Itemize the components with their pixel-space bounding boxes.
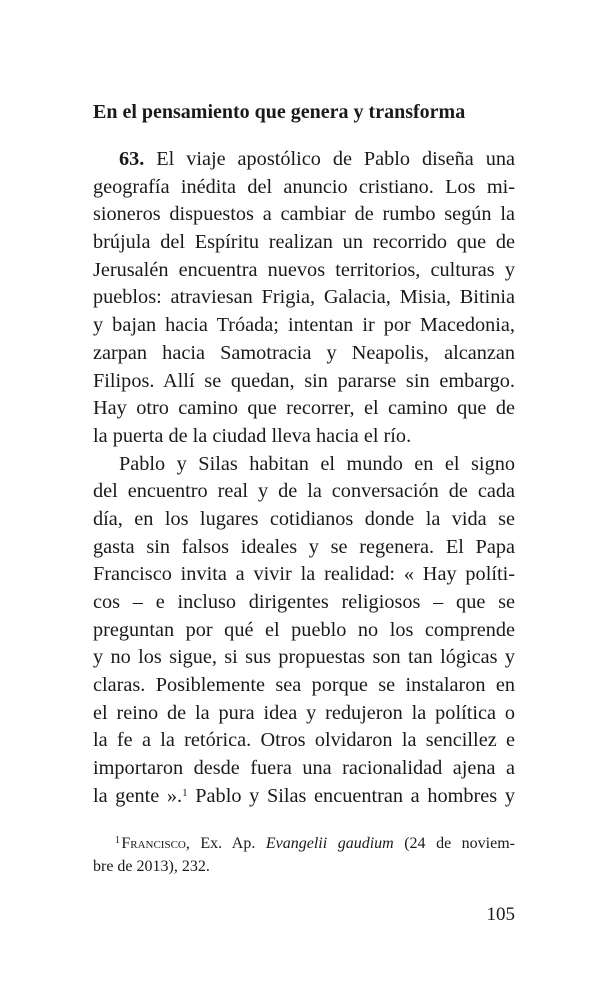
section-heading: En el pensamiento que genera y transforma — [93, 101, 466, 123]
paragraph-63-line-1 — [93, 146, 515, 174]
paragraph-line: el reino de la pura idea y redujeron la política o — [93, 701, 515, 724]
paragraph-line-with-footnote-ref — [93, 783, 515, 811]
paragraph-text: Pablo y Silas encuentran a hombres y — [187, 784, 515, 807]
footnote-line-2: bre de 2013), 232. — [93, 858, 210, 875]
body-text — [93, 146, 515, 811]
footnote — [93, 832, 515, 878]
paragraph-line: y no los sigue, si sus propuestas son tan lógicas y — [93, 646, 515, 669]
paragraph-line: la puerta de la ciudad lleva hacia el río. — [93, 424, 412, 447]
paragraph-text: la gente ». — [93, 784, 183, 807]
paragraph-line: sioneros dispuestos a cambiar de rumbo según la — [93, 203, 515, 226]
paragraph-line: Pablo y Silas habitan el mundo en el signo — [119, 452, 515, 475]
paragraph-line: zarpan hacia Samotracia y Neapolis, alcanzan — [93, 341, 515, 364]
footnote-line-1 — [93, 832, 515, 855]
footnote-author: Francisco — [121, 835, 186, 852]
footnote-marker: 1 — [115, 835, 120, 846]
paragraph-line: y bajan hacia Tróada; intentan ir por Macedonia, — [93, 314, 515, 337]
paragraph-line: geografía inédita del anuncio cristiano. Los mi- — [93, 175, 515, 198]
footnote-text: , Ex. Ap. — [185, 835, 266, 852]
page-number: 105 — [486, 904, 515, 925]
footnote-work-title: Evangelii gaudium — [265, 835, 394, 852]
paragraph-line: día, en los lugares cotidianos donde la vida se — [93, 507, 515, 530]
footnote-text: (24 de noviem- — [393, 835, 515, 852]
paragraph-line: del encuentro real y de la conversación de cada — [93, 480, 515, 503]
paragraph-line: importaron desde fuera una racionalidad ajena a — [93, 757, 515, 780]
paragraph-line: Filipos. Allí se quedan, sin pararse sin embargo. — [93, 369, 515, 392]
paragraph-line: la fe a la retórica. Otros olvidaron la sencillez e — [93, 729, 515, 752]
paragraph-line: claras. Posiblemente sea porque se instalaron en — [93, 674, 515, 697]
paragraph-text: El viaje apostólico de Pablo diseña una — [156, 148, 515, 170]
paragraph-line: gasta sin falsos ideales y se regenera. El Papa — [93, 535, 515, 558]
paragraph-line: brújula del Espíritu realizan un recorrido que de — [93, 231, 515, 254]
paragraph-line: Hay otro camino que recorrer, el camino que de — [93, 397, 515, 420]
paragraph-line: Jerusalén encuentra nuevos territorios, culturas y — [93, 258, 515, 281]
paragraph-line: cos – e incluso dirigentes religiosos – que se — [93, 591, 515, 613]
paragraph-line: Francisco invita a vivir la realidad: « Hay políti- — [93, 563, 515, 586]
paragraph-line: preguntan por qué el pueblo no los comprende — [93, 618, 515, 641]
paragraph-line: pueblos: atraviesan Frigia, Galacia, Misia, Bitinia — [93, 286, 515, 309]
paragraph-number: 63. — [119, 148, 145, 170]
footnote-reference[interactable]: 1 — [182, 786, 188, 799]
